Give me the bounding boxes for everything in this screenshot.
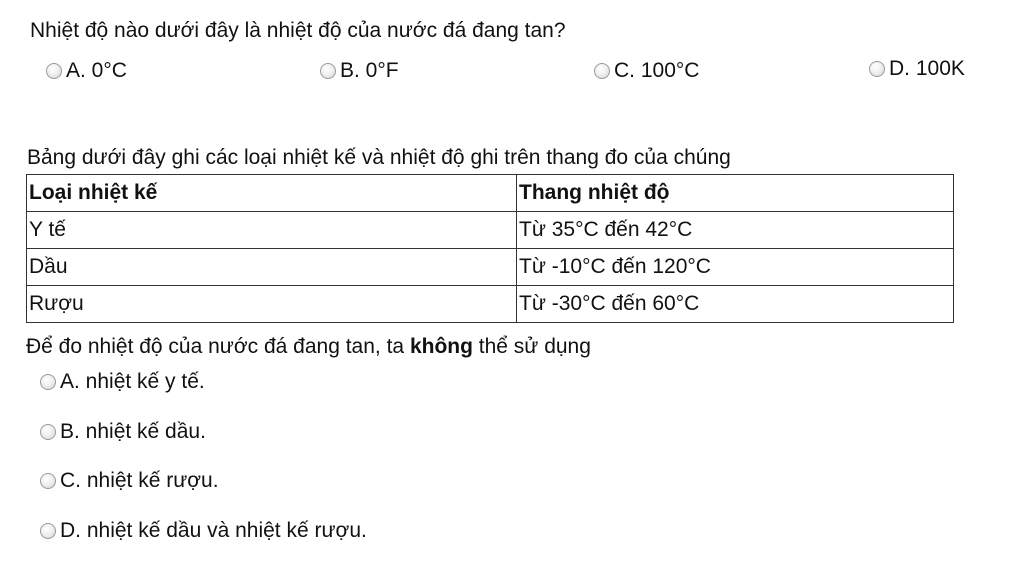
radio-button-icon[interactable] [594, 63, 610, 79]
option-label: A. nhiệt kế y tế. [60, 370, 205, 393]
question1-option-d[interactable] [869, 57, 965, 81]
option-label: D. nhiệt kế dầu và nhiệt kế rượu. [60, 519, 367, 542]
option-label: A. 0°C [66, 59, 127, 82]
thermometer-table [26, 174, 954, 323]
table-row [27, 249, 954, 286]
table-row [27, 212, 954, 249]
table-cell: Y tế [27, 212, 517, 249]
table-header-range: Thang nhiệt độ [517, 175, 954, 212]
option-label: D. 100K [889, 57, 965, 80]
table-row [27, 286, 954, 323]
table-cell: Từ -30°C đến 60°C [517, 286, 954, 323]
option-label: C. 100°C [614, 59, 700, 82]
question1-text: Nhiệt độ nào dưới đây là nhiệt độ của nước đá đang tan? [30, 19, 566, 42]
option-label: B. nhiệt kế dầu. [60, 420, 206, 443]
radio-button-icon[interactable] [40, 374, 56, 390]
radio-button-icon[interactable] [40, 424, 56, 440]
question1-option-c[interactable] [594, 59, 699, 83]
table-header-type: Loại nhiệt kế [27, 175, 517, 212]
question2-text [26, 335, 591, 359]
question2-text-after: thể sử dụng [472, 335, 591, 358]
table-cell: Từ 35°C đến 42°C [517, 212, 954, 249]
option-label: B. 0°F [340, 59, 399, 82]
table-cell: Từ -10°C đến 120°C [517, 249, 954, 286]
radio-button-icon[interactable] [320, 63, 336, 79]
question2-option-a[interactable] [40, 370, 205, 394]
question2-option-b[interactable] [40, 420, 206, 444]
table-header-row [27, 175, 954, 212]
option-label: C. nhiệt kế rượu. [60, 469, 219, 492]
question2-text-bold: không [409, 335, 473, 358]
table-cell: Dầu [27, 249, 517, 286]
question1-option-b[interactable] [320, 59, 399, 83]
question2-option-d[interactable] [40, 519, 367, 543]
radio-button-icon[interactable] [40, 473, 56, 489]
radio-button-icon[interactable] [869, 61, 885, 77]
radio-button-icon[interactable] [46, 63, 62, 79]
table-cell: Rượu [27, 286, 517, 323]
question2-option-c[interactable] [40, 469, 219, 493]
question1-option-a[interactable] [46, 59, 127, 83]
question2-text-before: Để đo nhiệt độ của nước đá đang tan, ta [26, 335, 410, 358]
radio-button-icon[interactable] [40, 523, 56, 539]
table-intro-text: Bảng dưới đây ghi các loại nhiệt kế và nhiệt độ ghi trên thang đo của chúng [27, 146, 731, 169]
